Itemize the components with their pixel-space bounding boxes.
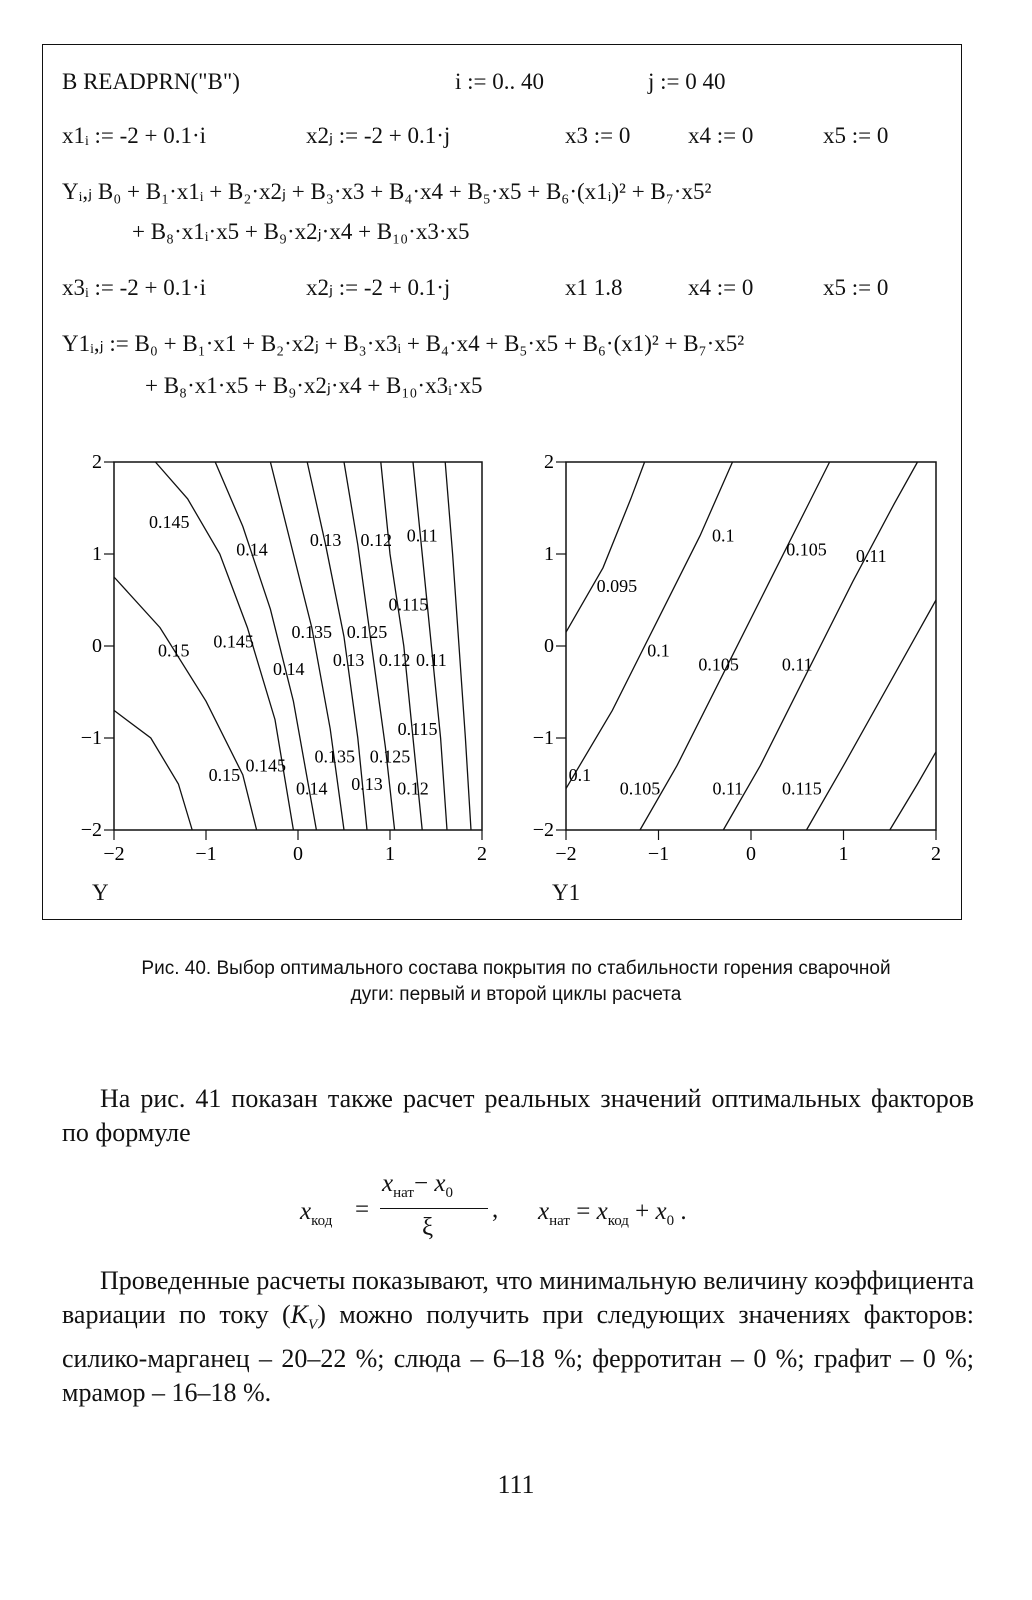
x2-def-2: x2ⱼ := -2 + 0.1·j xyxy=(306,275,451,300)
contour-line xyxy=(566,462,645,632)
x2-def: x2ⱼ := -2 + 0.1·j xyxy=(306,123,451,148)
plot-y1-name: Y1 xyxy=(552,880,581,905)
contour-plot-y xyxy=(80,451,500,874)
contour-line xyxy=(566,462,733,789)
contour-label: 0.135 xyxy=(314,746,356,767)
formula xyxy=(300,1170,760,1250)
contour-label: 0.1 xyxy=(568,764,592,785)
caption-line-1: Рис. 40. Выбор оптимального состава покрытия по стабильности горения сварочной xyxy=(141,958,891,979)
x-tick-label: −2 xyxy=(103,843,125,865)
contour-label: 0.13 xyxy=(351,774,383,794)
x4-def: x4 := 0 xyxy=(688,123,754,148)
x-tick-label: −2 xyxy=(555,843,577,865)
contour-plot-y-svg xyxy=(80,451,500,874)
x-tick-label: 2 xyxy=(931,843,941,865)
contour-line xyxy=(114,577,257,830)
contour-label: 0.115 xyxy=(781,778,822,799)
y-tick-label: 0 xyxy=(92,635,102,657)
i-range: i := 0.. 40 xyxy=(455,69,545,94)
y1-formula-line2: + B₈·x1·x5 + B₉·x2ⱼ·x4 + B₁₀·x3ᵢ·x5 xyxy=(145,373,483,398)
contour-label: 0.14 xyxy=(236,539,268,560)
contour-label: 0.145 xyxy=(213,631,254,652)
contour-line xyxy=(114,710,192,830)
y-tick-label: −2 xyxy=(532,819,554,841)
x-tick-label: 0 xyxy=(293,843,303,865)
x-tick-label: 2 xyxy=(477,843,487,865)
contour-label: 0.11 xyxy=(406,525,438,546)
contour-label: 0.11 xyxy=(855,545,887,566)
x-tick-label: 0 xyxy=(746,843,756,865)
x5-def: x5 := 0 xyxy=(823,123,889,148)
x3-def-2: x3ᵢ := -2 + 0.1·i xyxy=(62,275,207,300)
y-tick-label: −1 xyxy=(80,727,102,749)
contour-line xyxy=(723,462,917,830)
contour-plot-y1-svg xyxy=(530,451,960,874)
y-tick-label: −1 xyxy=(532,727,554,749)
contour-label: 0.125 xyxy=(346,622,388,643)
y-tick-label: 0 xyxy=(544,635,554,657)
contour-label: 0.125 xyxy=(369,746,411,767)
x-tick-label: −1 xyxy=(195,843,217,865)
formula-eq: = xyxy=(355,1196,370,1223)
plot-y-name: Y xyxy=(92,880,109,905)
caption-line-2: дуги: первый и второй циклы расчета xyxy=(350,984,682,1005)
contour-line xyxy=(413,462,447,830)
contour-label: 0.11 xyxy=(781,654,813,675)
contour-label: 0.15 xyxy=(208,764,241,785)
y-tick-label: 2 xyxy=(544,451,554,473)
formula-x-kod: $x_{код}$ xyxy=(300,1198,333,1229)
formula-fraction-bar xyxy=(380,1208,488,1209)
x-tick-label: 1 xyxy=(838,843,849,865)
contour-plot-y1 xyxy=(530,451,960,874)
readprn-line: B READPRN("B") xyxy=(62,69,240,94)
contour-label: 0.11 xyxy=(415,649,447,670)
formula-x-nat: $x_{нат} = x_{код} + x_0$ . xyxy=(538,1198,687,1229)
contour-label: 0.145 xyxy=(148,511,190,532)
x1-def-2: x1 1.8 xyxy=(565,275,623,300)
contour-label: 0.145 xyxy=(245,755,287,776)
contour-label: 0.14 xyxy=(296,778,328,799)
plot-area xyxy=(566,462,936,830)
paragraph-1: На рис. 41 показан также расчет реальных значений оптимальных факторов по формуле xyxy=(62,1084,974,1147)
page-number: 111 xyxy=(497,1470,535,1499)
y-formula-line2: + B₈·x1ᵢ·x5 + B₉·x2ⱼ·x4 + B₁₀·x3·x5 xyxy=(132,219,470,244)
paragraph-2: Проведенные расчеты показывают, что минимальную величину коэффициента вариации по току $(K_V)$ можно получить при следующих значениях факторов: силико-марганец – 20–22 %; слюда – 6–18 %; ферротитан – 0 %; графит – 0 %; мрамор – 16–18 %. xyxy=(62,1266,974,1408)
contour-label: 0.095 xyxy=(596,576,638,597)
contour-label: 0.15 xyxy=(158,640,190,661)
formula-numerator: $x_{нат}- x_0$ xyxy=(382,1170,453,1201)
y-tick-label: 1 xyxy=(544,543,554,565)
contour-label: 0.13 xyxy=(309,530,342,551)
contour-label: 0.14 xyxy=(273,659,305,679)
contour-label: 0.1 xyxy=(712,525,735,546)
contour-label: 0.115 xyxy=(397,718,438,739)
contour-label: 0.1 xyxy=(647,640,670,661)
formula-comma: , xyxy=(492,1196,499,1223)
y1-formula-line1: Y1ᵢ,ⱼ := B₀ + B₁·x1 + B₂·x2ⱼ + B₃·x3ᵢ + B₄·x4 + B₅·x5 + B₆·(x1)² + B₇·x5² xyxy=(62,331,745,356)
contour-line xyxy=(445,462,471,830)
figure-caption xyxy=(0,956,1032,1008)
contour-label: 0.11 xyxy=(712,778,744,799)
contour-label: 0.105 xyxy=(619,778,661,799)
contour-label: 0.12 xyxy=(360,530,392,551)
contour-label: 0.105 xyxy=(698,654,739,675)
x-tick-label: 1 xyxy=(385,843,395,865)
x1-def: x1ᵢ := -2 + 0.1·i xyxy=(62,123,207,148)
contour-label: 0.12 xyxy=(378,649,411,670)
x4-def-2: x4 := 0 xyxy=(688,275,754,300)
contour-label: 0.12 xyxy=(397,778,429,799)
y-tick-label: 1 xyxy=(92,543,102,565)
y-formula-line1: Yᵢ,ⱼ B₀ + B₁·x1ᵢ + B₂·x2ⱼ + B₃·x3 + B₄·x4 + B₅·x5 + B₆·(x1ᵢ)² + B₇·x5² xyxy=(62,179,712,204)
contour-line xyxy=(890,752,936,830)
kv-symbol: $K_V$ xyxy=(290,1300,318,1334)
contour-label: 0.13 xyxy=(332,649,365,670)
contour-label: 0.115 xyxy=(388,594,429,615)
j-range: j := 0 40 xyxy=(648,69,726,94)
y-tick-label: −2 xyxy=(80,819,102,841)
x3-def: x3 := 0 xyxy=(565,123,631,148)
x5-def-2: x5 := 0 xyxy=(823,275,889,300)
contour-line xyxy=(378,462,422,830)
x-tick-label: −1 xyxy=(647,843,670,865)
formula-denominator: ξ xyxy=(422,1214,434,1241)
contour-label: 0.105 xyxy=(786,539,827,560)
contour-label: 0.135 xyxy=(291,622,333,643)
y-tick-label: 2 xyxy=(92,451,102,473)
